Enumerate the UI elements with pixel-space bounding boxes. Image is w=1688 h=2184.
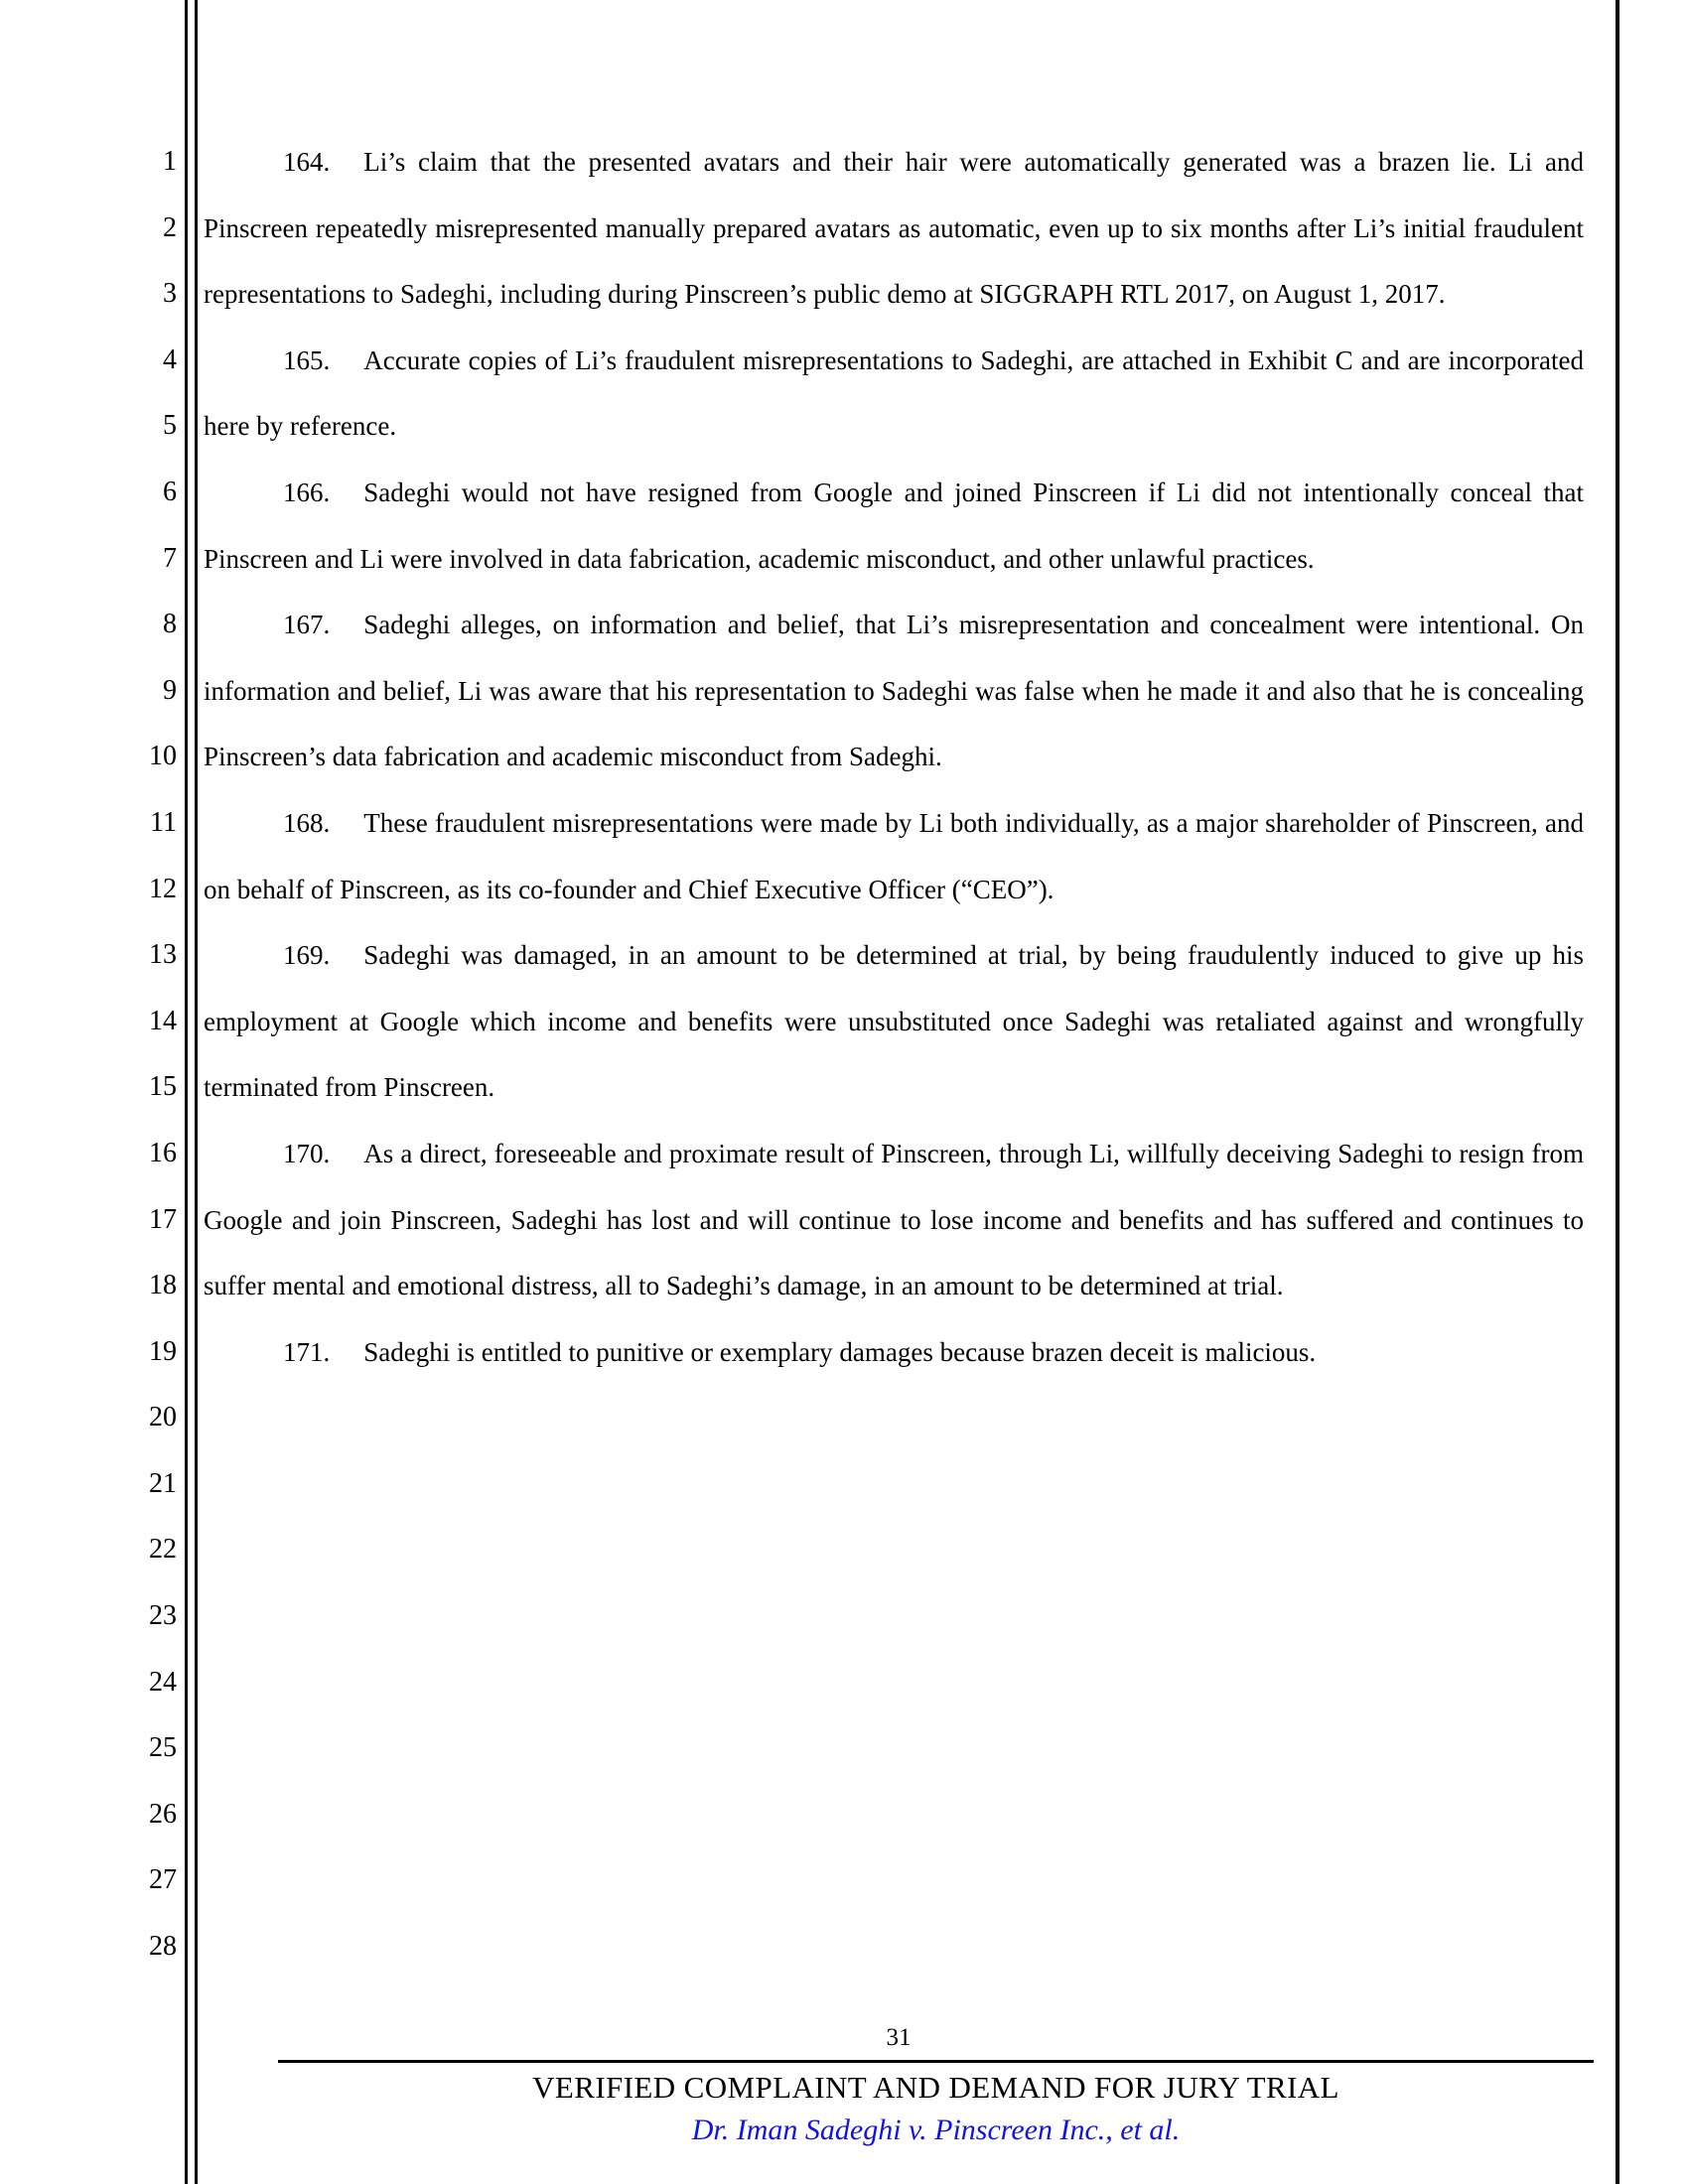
footer-document-title: VERIFIED COMPLAINT AND DEMAND FOR JURY TRIAL <box>532 2070 1339 2105</box>
paragraph-168 <box>204 790 1584 922</box>
pleading-left-outer-rule <box>185 0 188 2184</box>
pleading-right-rule <box>1616 0 1619 2184</box>
line-number: 14 <box>149 1005 177 1036</box>
line-number: 28 <box>149 1931 177 1963</box>
paragraph-number: 166. <box>283 477 331 507</box>
line-number: 12 <box>149 873 177 904</box>
paragraph-text: As a direct, foreseeable and proximate result of Pinscreen, through Li, willfully deceiving Sadeghi to resign from Google and join Pinscreen, Sadeghi has lost and will continue to lose income and benefits and has suffered and continues to suffer mental and emotional distress, all to Sadeghi’s damage, in an amount to be determined at trial. <box>204 1138 1584 1301</box>
line-number: 17 <box>149 1203 177 1235</box>
paragraph-number: 168. <box>283 807 331 838</box>
line-number: 11 <box>150 806 177 838</box>
line-number: 27 <box>149 1864 177 1896</box>
paragraph-169 <box>204 922 1584 1121</box>
line-number-gutter <box>119 129 177 1980</box>
paragraph-171 <box>204 1319 1584 1386</box>
line-number: 9 <box>163 674 177 706</box>
line-number: 2 <box>163 211 177 243</box>
paragraph-166 <box>204 460 1584 592</box>
paragraph-167 <box>204 592 1584 790</box>
line-number: 13 <box>149 939 177 971</box>
line-number: 26 <box>149 1798 177 1830</box>
line-number: 20 <box>149 1402 177 1433</box>
line-number: 22 <box>149 1534 177 1566</box>
page-number: 31 <box>886 2024 912 2051</box>
line-number: 18 <box>149 1270 177 1301</box>
line-number: 1 <box>163 146 177 177</box>
paragraph-number: 165. <box>283 344 331 375</box>
paragraph-number: 167. <box>283 610 331 640</box>
pleading-left-inner-rule <box>195 0 198 2184</box>
footer-divider <box>278 2060 1594 2063</box>
line-number: 25 <box>149 1732 177 1764</box>
line-number: 21 <box>149 1467 177 1499</box>
paragraph-text: Sadeghi alleges, on information and belief, that Li’s misrepresentation and concealment were intentional. On information and belief, Li was aware that his representation to Sadeghi was false when he made it and also that he is concealing Pinscreen’s data fabrication and academic misconduct from Sadeghi. <box>204 610 1584 772</box>
paragraph-text: Li’s claim that the presented avatars and their hair were automatically generated was a brazen lie. Li and Pinscreen repeatedly misrepresented manually prepared avatars as automatic, even up to six months after Li’s initial fraudulent representations to Sadeghi, including during Pinscreen’s public demo at SIGGRAPH RTL 2017, on August 1, 2017. <box>204 147 1584 310</box>
paragraph-165 <box>204 328 1584 460</box>
paragraph-number: 170. <box>283 1138 331 1168</box>
line-number: 19 <box>149 1335 177 1367</box>
paragraph-text: Accurate copies of Li’s fraudulent misrepresentations to Sadeghi, are attached in Exhibit C and are incorporated here by reference. <box>204 344 1584 442</box>
line-number: 15 <box>149 1071 177 1103</box>
line-number: 4 <box>163 343 177 375</box>
line-number: 7 <box>163 542 177 574</box>
footer-case-caption: Dr. Iman Sadeghi v. Pinscreen Inc., et al. <box>691 2114 1181 2146</box>
line-number: 16 <box>149 1137 177 1168</box>
paragraph-170 <box>204 1121 1584 1319</box>
line-number: 6 <box>163 476 177 507</box>
line-number: 23 <box>149 1600 177 1632</box>
line-number: 5 <box>163 410 177 442</box>
paragraph-number: 164. <box>283 147 331 177</box>
line-number: 10 <box>149 741 177 772</box>
paragraph-text: Sadeghi was damaged, in an amount to be determined at trial, by being fraudulently induced to give up his employment at Google which income and benefits were unsubstituted once Sadeghi was retaliated against and wrongfully terminated from Pinscreen. <box>204 940 1584 1103</box>
paragraph-number: 171. <box>283 1336 331 1367</box>
line-number: 24 <box>149 1666 177 1698</box>
line-number: 8 <box>163 609 177 640</box>
pleading-body-text <box>204 129 1584 1385</box>
paragraph-number: 169. <box>283 940 331 971</box>
paragraph-text: These fraudulent misrepresentations were made by Li both individually, as a major shareholder of Pinscreen, and on behalf of Pinscreen, as its co-founder and Chief Executive Officer (“CEO”). <box>204 807 1584 904</box>
paragraph-text: Sadeghi would not have resigned from Google and joined Pinscreen if Li did not intentionally conceal that Pinscreen and Li were involved in data fabrication, academic misconduct, and other unlawful practices. <box>204 477 1584 574</box>
paragraph-text: Sadeghi is entitled to punitive or exemplary damages because brazen deceit is malicious. <box>363 1336 1317 1367</box>
line-number: 3 <box>163 278 177 310</box>
paragraph-164 <box>204 129 1584 328</box>
